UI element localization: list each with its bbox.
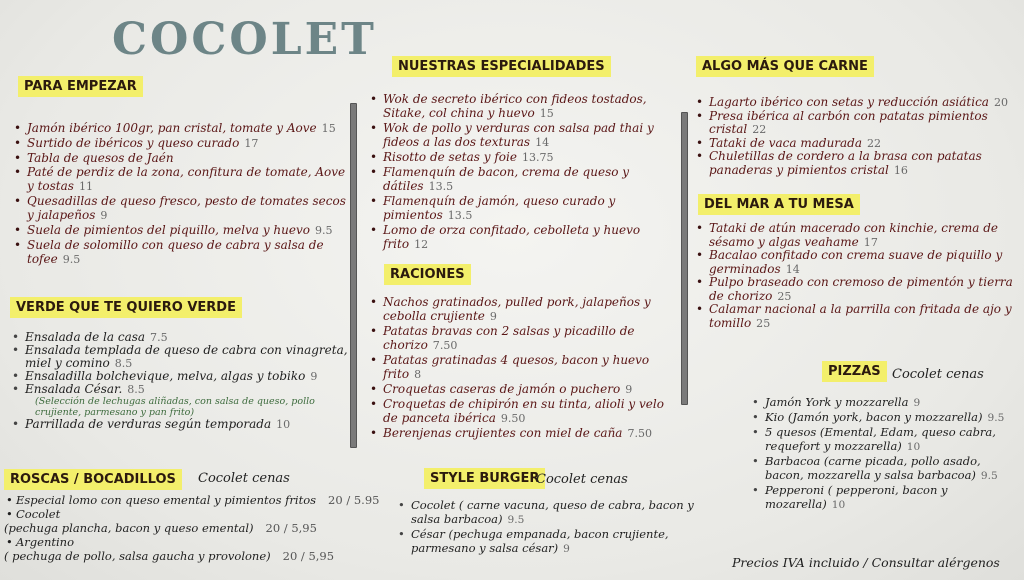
menu-item-name: Kio (Jamón york, bacon y mozzarella)	[765, 410, 983, 424]
menu-item-price: 17	[863, 235, 878, 249]
menu-item-price: 9.5	[980, 470, 998, 482]
menu-item	[12, 383, 348, 418]
menu-item-name: Patatas gratinadas 4 quesos, bacon y huevo frito	[383, 353, 650, 381]
menu-item-name: Wok de pollo y verduras con salsa pad thai y fideos a las dos texturas	[383, 121, 654, 149]
menu-item-price: 25	[777, 289, 792, 303]
menu-item	[398, 527, 698, 556]
menu-item	[14, 136, 350, 151]
column-separator-1	[350, 103, 357, 448]
menu-item-name: Berenjenas crujientes con miel de caña	[383, 426, 623, 440]
menu-item	[4, 549, 384, 563]
menu-item-price: 9	[310, 370, 318, 383]
menu-item	[752, 425, 1018, 454]
menu-item	[398, 498, 698, 527]
menu-item-name: Flamenquín de jamón, queso curado y pimientos	[383, 194, 616, 222]
menu-item-price: 15	[321, 122, 336, 135]
menu-item-name: Bacalao confitado con crema suave de piquillo y germinados	[709, 248, 1003, 276]
menu-item-name: ( pechuga de pollo, salsa gaucha y provolone)	[4, 549, 271, 563]
menu-item-name: Cocolet	[16, 507, 61, 521]
list-especialidades	[370, 92, 680, 252]
menu-item-name: Jamón ibérico 100gr, pan cristal, tomate y Aove	[27, 121, 317, 135]
menu-item	[752, 410, 1018, 425]
menu-item-price: 20 / 5,95	[282, 549, 335, 563]
menu-item-price: 11	[78, 180, 93, 193]
menu-item-price: 7.5	[150, 331, 168, 344]
menu-item-price: 9	[913, 397, 921, 409]
menu-item-price: 9	[625, 383, 633, 396]
menu-item-price: 9	[100, 209, 108, 222]
tag-pizzas: Cocolet cenas	[892, 367, 984, 382]
heading-pizzas: PIZZAS	[822, 361, 887, 382]
menu-item	[696, 137, 1016, 151]
menu-item-name: Argentino	[16, 535, 75, 549]
menu-item-name: Parrillada de verduras según temporada	[25, 417, 272, 431]
menu-item-price: 10	[276, 418, 291, 431]
menu-item-price: 20	[993, 96, 1008, 109]
menu-item-name: Quesadillas de queso fresco, pesto de tomates secos y jalapeños	[27, 194, 346, 222]
menu-item-name: Jamón York y mozzarella	[765, 395, 909, 409]
menu-item-name: Tataki de vaca madurada	[709, 135, 863, 150]
menu-item-price: 13.75	[521, 151, 554, 164]
menu-item	[696, 96, 1016, 110]
heading-burger: STYLE BURGER	[424, 468, 545, 489]
menu-item	[14, 223, 350, 238]
heading-carne: ALGO MÁS QUE CARNE	[696, 56, 874, 77]
menu-item-name: Chuletillas de cordero a la brasa con patatas panaderas y pimientos cristal	[709, 149, 982, 177]
menu-item	[4, 521, 384, 535]
menu-item-price: 22	[752, 123, 767, 136]
menu-item-name: Ensalada César.	[25, 382, 123, 396]
menu-item-price: 14	[785, 262, 800, 276]
menu-item: • Especial lomo con queso emental y pimientos fritos 20 / 5.95	[6, 493, 380, 507]
menu-item-price: 20 / 5.95	[328, 493, 380, 507]
menu-item	[370, 397, 680, 426]
menu-item	[370, 353, 680, 382]
tag-burger: Cocolet cenas	[536, 472, 628, 487]
menu-item-name: 5 quesos (Emental, Edam, queso cabra, requefort y mozzarella)	[765, 425, 996, 453]
menu-item-price: 9.5	[62, 253, 81, 266]
menu-item-name: Ensalada de la casa	[25, 330, 146, 344]
menu-item-name: Paté de perdiz de la zona, confitura de tomate, Aove y tostas	[27, 165, 346, 193]
restaurant-title: COCOLET	[112, 14, 377, 65]
menu-item-name: Calamar nacional a la parrilla con fritada de ajo y tomillo	[709, 302, 1012, 330]
list-burger	[398, 498, 698, 556]
menu-item-name: Cocolet ( carne vacuna, queso de cabra, bacon y salsa barbacoa)	[411, 498, 694, 526]
menu-item-name: Ensaladilla bolchevique, melva, algas y tobiko	[25, 369, 306, 383]
menu-item-price: 17	[244, 137, 259, 150]
menu-item-name: Surtido de ibéricos y queso curado	[27, 136, 240, 150]
menu-item-price: 20 / 5,95	[265, 521, 317, 535]
menu-item-price: 9.5	[315, 224, 333, 237]
menu-item-name: Patatas bravas con 2 salsas y picadillo de chorizo	[383, 324, 635, 352]
menu-item-price: 7.50	[627, 427, 653, 440]
list-para-empezar	[14, 121, 350, 267]
menu-item-name: Tataki de atún macerado con kinchie, crema de sésamo y algas veahame	[709, 221, 998, 249]
menu-item-price: 10	[906, 441, 921, 453]
heading-especialidades: NUESTRAS ESPECIALIDADES	[392, 56, 611, 77]
menu-item	[370, 295, 680, 324]
menu-item-price: 7.50	[432, 339, 458, 352]
menu-item	[696, 150, 1016, 177]
menu-item	[370, 223, 680, 252]
menu-item-name: (pechuga plancha, bacon y queso emental)	[4, 521, 254, 535]
list-verde	[12, 331, 348, 431]
menu-item	[14, 194, 350, 223]
menu-item-name: Croquetas de chipirón en su tinta, alioli y velo de panceta ibérica	[383, 397, 664, 425]
menu-item-name: Lomo de orza confitado, cebolleta y huevo frito	[383, 223, 641, 251]
menu-item-name: Pepperoni ( pepperoni, bacon y mozarella)	[765, 483, 948, 511]
heading-mar: DEL MAR A TU MESA	[698, 194, 860, 215]
menu-item-name: Suela de solomillo con queso de cabra y salsa de tofee	[27, 238, 324, 266]
menu-item-name: Especial lomo con queso emental y pimientos fritos	[16, 493, 317, 507]
menu-item-price: 13.5	[447, 209, 473, 222]
menu-item-price: 9	[563, 543, 570, 555]
menu-item-price: 8.5	[127, 383, 145, 396]
menu-item-name: Nachos gratinados, pulled pork, jalapeños y cebolla crujiente	[383, 295, 651, 323]
menu-item-name: Pulpo braseado con cremoso de pimentón y tierra de chorizo	[709, 275, 1013, 303]
menu-item-price: 9.50	[500, 412, 526, 425]
menu-item-price: 9.5	[987, 412, 1005, 424]
menu-item: • Argentino	[6, 535, 75, 549]
menu-item-name: Tabla de quesos de Jaén	[27, 151, 174, 165]
heading-roscas: ROSCAS / BOCADILLOS	[4, 469, 182, 490]
menu-item	[696, 276, 1016, 303]
column-separator-2	[681, 112, 688, 405]
list-raciones	[370, 295, 680, 441]
menu-item	[752, 395, 1018, 410]
menu-item	[696, 249, 1016, 276]
menu-item	[696, 222, 1016, 249]
menu-item	[696, 303, 1016, 330]
list-carne	[696, 96, 1016, 177]
menu-item	[14, 151, 350, 165]
menu-item	[370, 194, 680, 223]
menu-item	[370, 426, 680, 441]
list-roscas	[4, 493, 384, 563]
list-pizzas	[752, 395, 1018, 512]
list-mar	[696, 222, 1016, 330]
menu-item-price: 16	[893, 163, 908, 177]
menu-item	[370, 165, 680, 194]
menu-item	[752, 483, 1018, 512]
menu-item	[696, 110, 1016, 137]
menu-item-name: Presa ibérica al carbón con patatas pimientos cristal	[709, 108, 988, 136]
menu-item-name: Croquetas caseras de jamón o puchero	[383, 382, 621, 396]
footer-note: Precios IVA incluido / Consultar alérgenos	[732, 555, 1000, 570]
tag-roscas: Cocolet cenas	[198, 471, 290, 486]
menu-item-price: 8.5	[114, 357, 133, 370]
menu-item-name: César (pechuga empanada, bacon crujiente, parmesano y salsa césar)	[411, 527, 669, 555]
menu-item	[370, 121, 680, 150]
menu-item	[370, 92, 680, 121]
menu-item	[14, 165, 350, 194]
menu-item-price: 9.5	[507, 514, 525, 526]
menu-item	[12, 344, 348, 370]
heading-verde: VERDE QUE TE QUIERO VERDE	[10, 297, 242, 318]
menu-item-price: 15	[539, 107, 554, 120]
menu-item	[14, 121, 350, 136]
menu-item	[370, 382, 680, 397]
menu-item	[752, 454, 1018, 483]
menu-item-price: 10	[831, 499, 846, 511]
menu-item	[370, 324, 680, 353]
menu-item	[14, 238, 350, 267]
menu-item-note: (Selección de lechugas aliñadas, con salsa de queso, pollo crujiente, parmesano y pan frito)	[35, 396, 315, 418]
heading-raciones: RACIONES	[384, 264, 471, 285]
menu-item-name: Wok de secreto ibérico con fideos tostados, Sitake, col china y huevo	[383, 92, 647, 120]
menu-item-price: 9	[489, 310, 497, 323]
menu-item-name: Ensalada templada de queso de cabra con vinagreta, miel y comino	[25, 343, 348, 370]
menu-item-price: 8	[414, 368, 422, 381]
menu-item-name: Suela de pimientos del piquillo, melva y huevo	[27, 223, 310, 237]
menu-item	[370, 150, 680, 165]
menu-item-price: 25	[756, 316, 771, 330]
menu-item-price: 12	[414, 238, 429, 251]
menu-item-price: 14	[535, 136, 550, 149]
menu-item-name: Flamenquín de bacon, crema de queso y dátiles	[383, 165, 630, 193]
menu-item-price: 22	[867, 136, 882, 150]
menu-item: • Cocolet	[6, 507, 61, 521]
menu-item-name: Lagarto ibérico con setas y reducción asiática	[709, 95, 989, 109]
menu-item	[12, 418, 348, 431]
menu-item-name: Risotto de setas y foie	[383, 150, 517, 164]
menu-item-name: Barbacoa (carne picada, pollo asado, bacon, mozzarella y salsa barbacoa)	[765, 454, 981, 482]
heading-para-empezar: PARA EMPEZAR	[18, 76, 143, 97]
menu-item-price: 13.5	[428, 180, 454, 193]
